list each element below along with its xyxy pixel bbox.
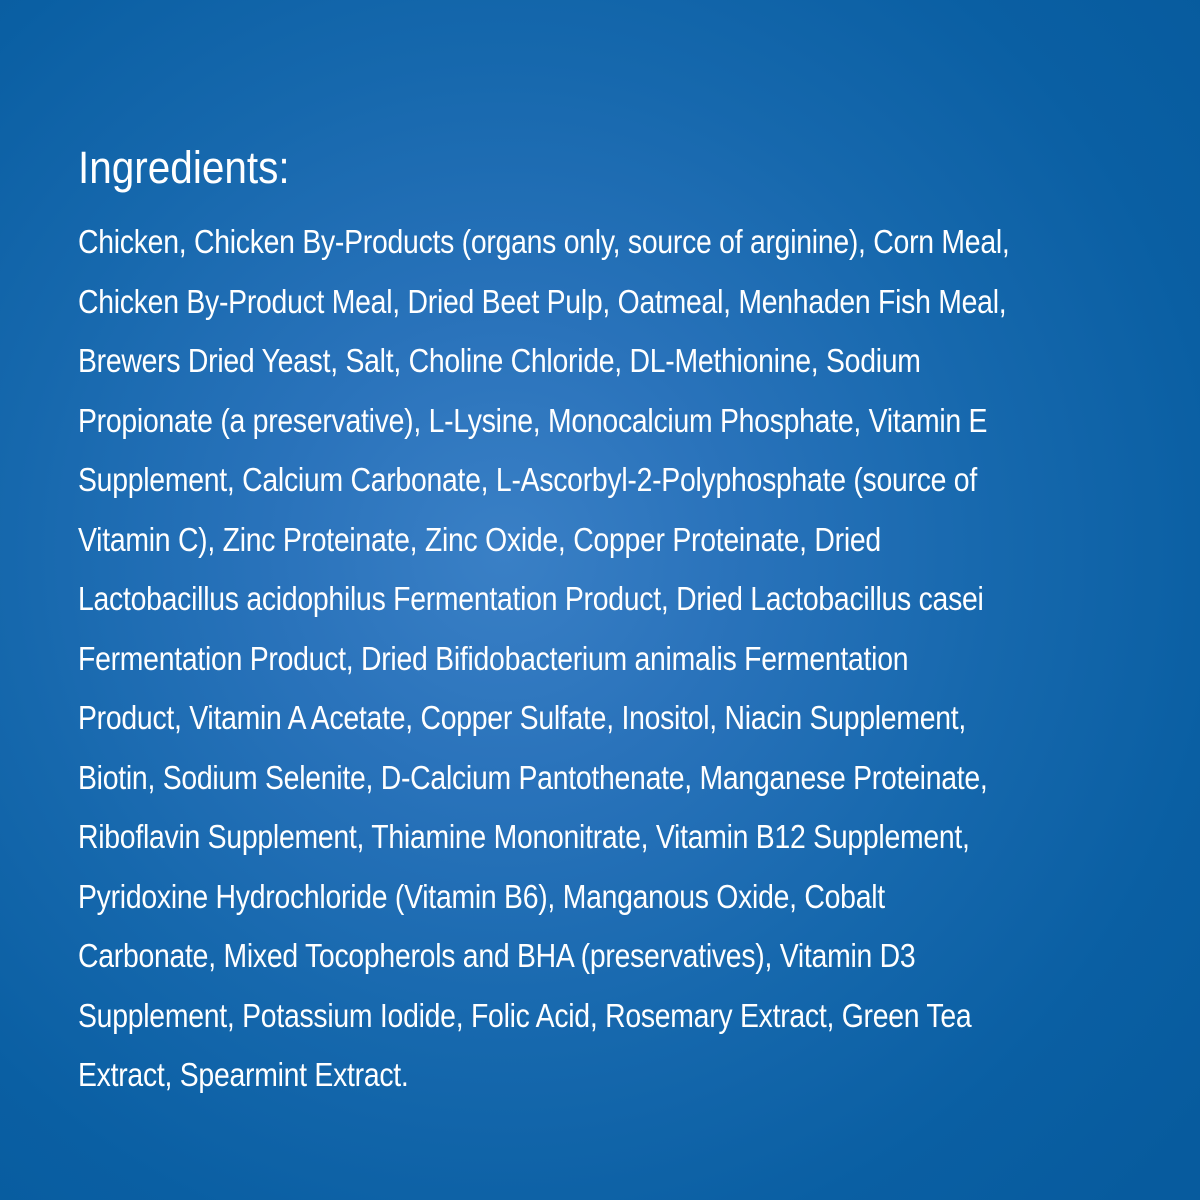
ingredients-line: Riboflavin Supplement, Thiamine Mononitrate, Vitamin B12 Supplement, [78, 818, 970, 855]
ingredients-line: Biotin, Sodium Selenite, D-Calcium Pantothenate, Manganese Proteinate, [78, 758, 988, 796]
ingredients-line: Supplement, Potassium Iodide, Folic Acid, Rosemary Extract, Green Tea [78, 996, 972, 1034]
ingredients-heading: Ingredients: [78, 142, 290, 193]
ingredients-line: Brewers Dried Yeast, Salt, Choline Chloride, DL-Methionine, Sodium [78, 342, 921, 379]
ingredients-line: Lactobacillus acidophilus Fermentation Product, Dried Lactobacillus casei [78, 580, 984, 617]
ingredients-line: Carbonate, Mixed Tocopherols and BHA (preservatives), Vitamin D3 [78, 937, 916, 974]
ingredients-line: Vitamin C), Zinc Proteinate, Zinc Oxide, Copper Proteinate, Dried [78, 520, 881, 558]
ingredients-line: Fermentation Product, Dried Bifidobacterium animalis Fermentation [78, 639, 909, 677]
ingredients-line: Chicken, Chicken By-Products (organs only, source of arginine), Corn Meal, [78, 223, 1010, 260]
ingredients-line: Supplement, Calcium Carbonate, L-Ascorbyl-2-Polyphosphate (source of [78, 461, 977, 498]
ingredients-line: Pyridoxine Hydrochloride (Vitamin B6), Manganous Oxide, Cobalt [78, 877, 885, 915]
ingredients-line: Extract, Spearmint Extract. [78, 1056, 409, 1093]
ingredients-line: Product, Vitamin A Acetate, Copper Sulfate, Inositol, Niacin Supplement, [78, 699, 967, 736]
ingredients-text [78, 212, 1138, 1105]
ingredients-line: Chicken By-Product Meal, Dried Beet Pulp, Oatmeal, Menhaden Fish Meal, [78, 282, 1007, 320]
ingredients-line: Propionate (a preservative), L-Lysine, Monocalcium Phosphate, Vitamin E [78, 401, 988, 439]
ingredients-block [78, 138, 1138, 1105]
